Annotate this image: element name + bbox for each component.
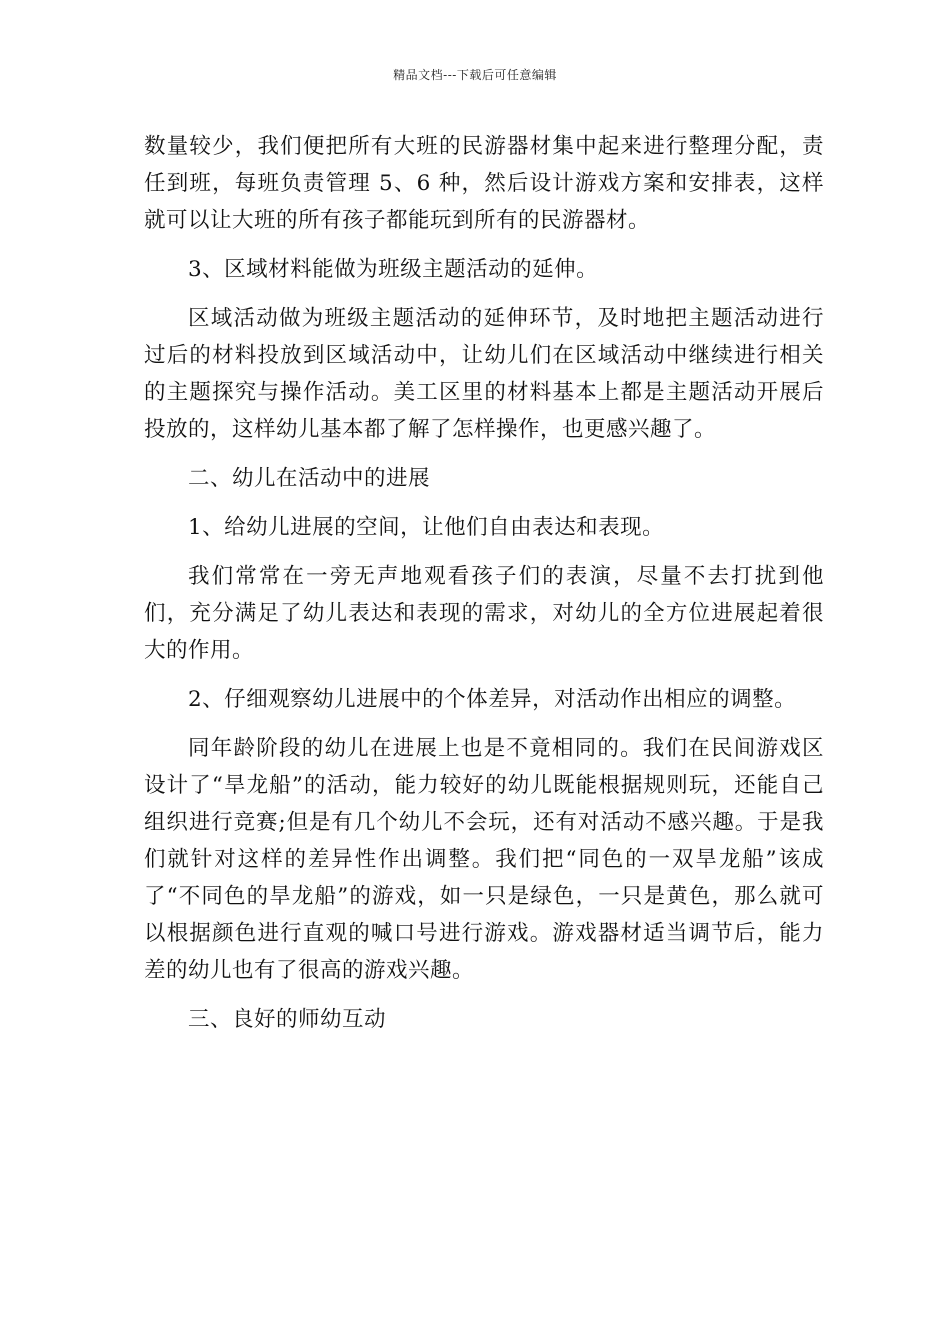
document-body: [144, 128, 824, 1050]
section-heading-2: 二、幼儿在活动中的进展: [188, 466, 431, 491]
paragraph-dragon-boat: 同年龄阶段的幼儿在进展上也是不竟相同的。我们在民间游戏区设计了“旱龙船”的活动，能力较好的幼儿既能根据规则玩，还能自己组织进行竞赛;但是有几个幼儿不会玩，还有对活动不感兴趣。于是我们就针对这样的差异性作出调整。我们把“同色的一双旱龙船”该成了“不同色的旱龙船”的游戏，如一只是绿色，一只是黄色，那么就可以根据颜色进行直观的喊口号进行游戏。游戏器材适当调节后，能力差的幼儿也有了很高的游戏兴趣。: [144, 736, 824, 983]
subheading-1-space: 1、给幼儿进展的空间，让他们自由表达和表现。: [188, 515, 665, 540]
subheading-3-region-materials: 3、区域材料能做为班级主题活动的延伸。: [188, 257, 599, 282]
section-heading-3: 三、良好的师幼互动: [188, 1007, 387, 1032]
page-header: 精品文档---下载后可任意编辑: [393, 68, 557, 82]
paragraph-region-activities: 区域活动做为班级主题活动的延伸环节，及时地把主题活动进行过后的材料投放到区域活动中，让幼儿们在区域活动中继续进行相关的主题探究与操作活动。美工区里的材料基本上都是主题活动开展后投放的，这样幼儿基本都了解了怎样操作，也更感兴趣了。: [144, 306, 824, 442]
subheading-2-observe-differences: 2、仔细观察幼儿进展中的个体差异，对活动作出相应的调整。: [188, 687, 797, 712]
paragraph-observe-performance: 我们常常在一旁无声地观看孩子们的表演，尽量不去打扰到他们，充分满足了幼儿表达和表现的需求，对幼儿的全方位进展起着很大的作用。: [144, 564, 824, 663]
paragraph-continuation: 数量较少，我们便把所有大班的民游器材集中起来进行整理分配，责任到班，每班负责管理 5、6 种，然后设计游戏方案和安排表，这样就可以让大班的所有孩子都能玩到所有的民游器材。: [144, 134, 824, 233]
